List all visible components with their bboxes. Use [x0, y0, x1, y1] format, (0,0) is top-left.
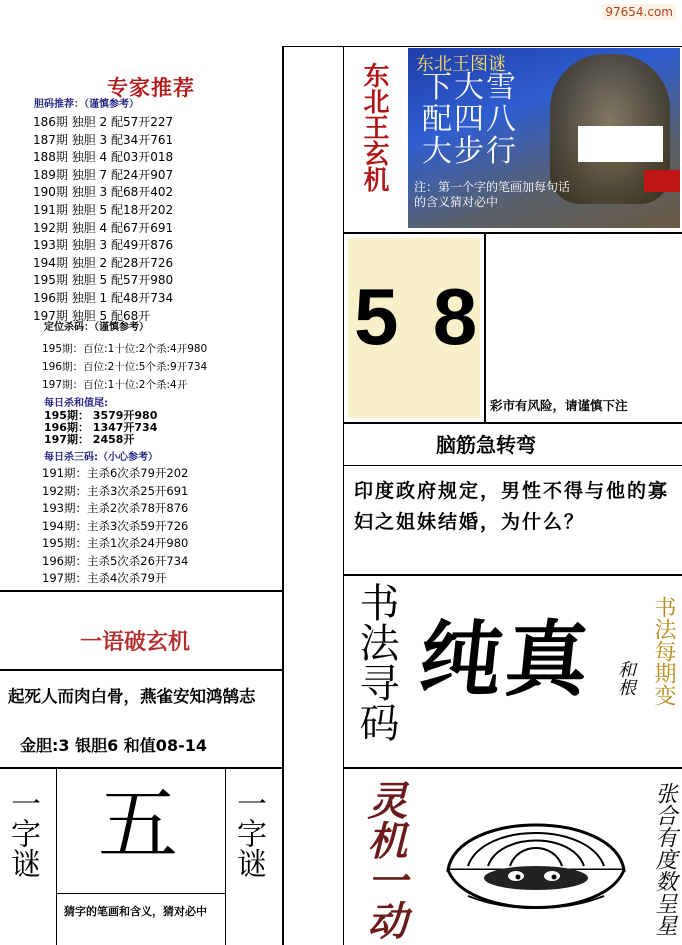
divider	[484, 232, 486, 422]
tail-list	[44, 410, 157, 446]
puzzle-title: 东北王图谜	[416, 54, 506, 75]
xuanji-label: 东北王玄机	[359, 62, 389, 192]
watermark: 97654.com	[602, 4, 676, 20]
list-item: 191期：主杀6次杀79开202	[42, 466, 189, 480]
divider	[56, 767, 57, 945]
divider	[0, 669, 284, 671]
list-item: 191期 独胆 5 配18开202	[33, 202, 174, 217]
dan-list	[33, 114, 173, 325]
puzzle-image	[408, 48, 680, 228]
list-item: 197期：主杀4次杀79开	[42, 571, 167, 585]
list-item: 195期： 3579开980	[44, 409, 158, 422]
clam-icon	[438, 800, 634, 930]
numbers: 5 8	[354, 272, 484, 361]
puzzle-line: 下大雪	[422, 70, 518, 105]
divider	[225, 767, 226, 945]
zi-char: 五	[98, 778, 178, 871]
divider	[343, 46, 344, 945]
divider	[344, 422, 682, 424]
list-item: 186期 独胆 2 配57开227	[33, 115, 174, 129]
red-patch	[644, 170, 680, 192]
divider	[344, 767, 682, 769]
yiyu-title: 一语破玄机	[80, 629, 191, 655]
sansan-list	[42, 465, 188, 588]
divider	[57, 893, 225, 894]
zi-hint: 猜字的笔画和含义，猜对必中	[64, 905, 207, 918]
divider	[282, 46, 284, 945]
list-item: 194期：主杀3次杀59开726	[42, 518, 189, 533]
puzzle-line: 配四八	[422, 102, 518, 137]
naojin-title: 脑筋急转弯	[436, 433, 536, 457]
list-item: 195期 独胆 5 配57开980	[33, 273, 174, 288]
shufa-label: 书法寻码	[353, 582, 399, 742]
divider	[0, 590, 284, 592]
list-item: 190期 独胆 3 配68开402	[33, 185, 174, 200]
dan-header: 胆码推荐：（谨慎参考）	[34, 99, 139, 110]
list-item: 194期 独胆 2 配28开726	[33, 255, 174, 270]
puzzle-line: 大步行	[422, 134, 518, 169]
white-patch	[578, 126, 663, 162]
list-item: 192期：主杀3次杀25开691	[42, 483, 189, 498]
shufa-side: 书法每期变	[651, 596, 676, 706]
list-item: 189期 独胆 7 配24开907	[33, 167, 174, 182]
list-item: 195期：百位:1十位:2个杀:4开980	[42, 343, 208, 355]
lingji-label: 灵机一动	[361, 780, 408, 940]
list-item: 192期 独胆 4 配67开691	[33, 220, 174, 235]
ding-header: 定位杀码：（谨慎参考）	[44, 322, 149, 333]
sign-bottom: 张合有度数呈星	[652, 782, 677, 936]
ding-list	[42, 340, 207, 394]
list-item: 193期 独胆 3 配49开876	[33, 238, 174, 253]
risk-notice: 彩市有风险，请谨慎下注	[490, 398, 628, 413]
divider	[344, 465, 682, 466]
shufa-main: 纯真	[414, 612, 598, 708]
list-item: 193期：主杀2次杀78开876	[42, 501, 189, 515]
expert-panel	[0, 0, 284, 590]
list-item: 196期：百位:2十位:5个杀:9开734	[42, 361, 208, 373]
list-item: 197期 独胆 5 配68开	[33, 308, 151, 323]
puzzle-note: 注：第一个字的笔画加每句话的含义猜对必中	[414, 180, 571, 209]
list-item: 188期 独胆 4 配03开018	[33, 150, 174, 165]
shufa-sign: 和根	[615, 660, 636, 696]
zi-left-label: 一字谜	[5, 788, 40, 878]
zi-right-label: 一字谜	[231, 788, 266, 878]
divider	[0, 767, 284, 769]
divider	[344, 574, 682, 576]
list-item: 187期 独胆 3 配34开761	[33, 132, 174, 147]
list-item: 196期： 1347开734	[44, 421, 158, 434]
list-item: 195期：主杀1次杀24开980	[42, 536, 189, 550]
codes: 金胆:3 银胆6 和值08-14	[20, 736, 207, 755]
list-item: 196期：主杀5次杀26开734	[42, 553, 189, 568]
list-item: 196期 独胆 1 配48开734	[33, 290, 174, 305]
tail-header: 每日杀和值尾:	[44, 398, 108, 409]
expert-title: 专家推荐	[107, 75, 195, 100]
sansan-header: 每日杀三码:（小心参考）	[44, 452, 158, 463]
poem: 起死人而肉白骨，燕雀安知鸿鹄志	[8, 687, 256, 706]
list-item: 197期： 2458开	[44, 433, 135, 446]
divider	[344, 232, 682, 234]
naojin-text: 印度政府规定，男性不得与他的寡妇之姐妹结婚，为什么？	[354, 480, 670, 533]
list-item: 197期：百位:1十位:2个杀:4开	[42, 379, 188, 391]
